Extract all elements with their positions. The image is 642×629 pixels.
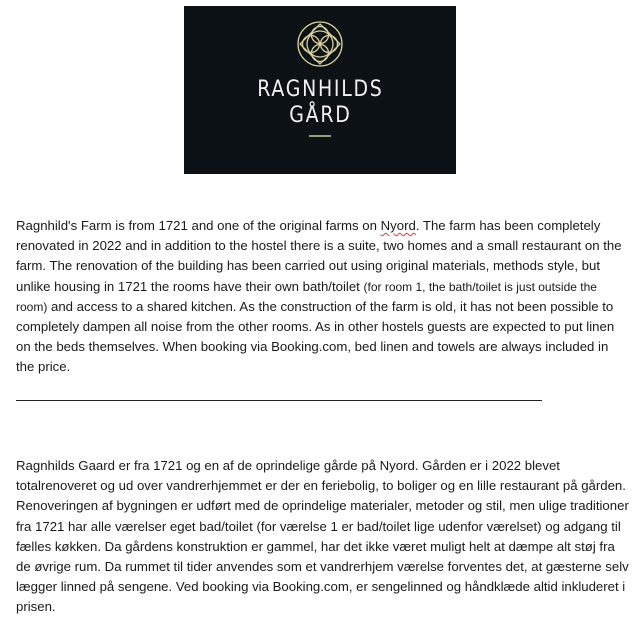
english-text-2: . The farm has been completely renovated in 2022 and in addition to the hostel there is a suite, two homes and a small restaurant on the farm. The renovation of the building has been carried out using original materials, methods style, but unlike housing in 1721 the rooms have their own bath/toilet	[16, 218, 622, 294]
logo-card	[184, 6, 456, 174]
english-paragraph	[16, 216, 630, 378]
celtic-knot-icon	[295, 19, 345, 69]
logo-wordmark	[257, 77, 383, 129]
english-text-3: and access to a shared kitchen. As the construction of the farm is old, it has not been possible to completely dampen all noise from the other rooms. As in other hostels guests are expected to put linen on the beds themselves. When booking via Booking.com, bed linen and towels are always included in the price.	[16, 298, 615, 375]
danish-paragraph: Ragnhilds Gaard er fra 1721 og en af de oprindelige gårde på Nyord. Gården er i 2022 blevet totalrenoveret og ud over vandrerhjemmet er der en feriebolig, to boliger og en lille restaurant på gården. Renoveringen af bygningen er udført med de oprindelige materialer, metoder og stil, men ulige traditioner fra 1721 har alle værelser eget bad/toilet (for værelse 1 er bad/toilet lige udenfor værelset) og adgang til fælles køkken. Da gårdens konstruktion er gammel, har det ikke været muligt helt at dæmpe alt støj fra de øvrige rum. Da rummet til tider anvendes som et vandrerhjem værelse forventes det, at gæsterne selv lægger linned på sengene. Ved booking via Booking.com, er sengelinned og håndklæde altid inkluderet i prisen.	[16, 458, 629, 615]
logo-accent-rule	[309, 135, 331, 137]
divider-line	[16, 400, 542, 401]
logo-line-1: RAGNHILDS	[256, 77, 384, 102]
spellcheck-word-nyord: Nyord	[380, 218, 416, 233]
english-text-note: (for room 1, the bath/toilet is just outside the room)	[16, 279, 597, 314]
english-text-1: Ragnhild's Farm is from 1721 and one of the original farms on	[16, 218, 381, 233]
logo-line-2: GÅRD	[288, 103, 352, 128]
